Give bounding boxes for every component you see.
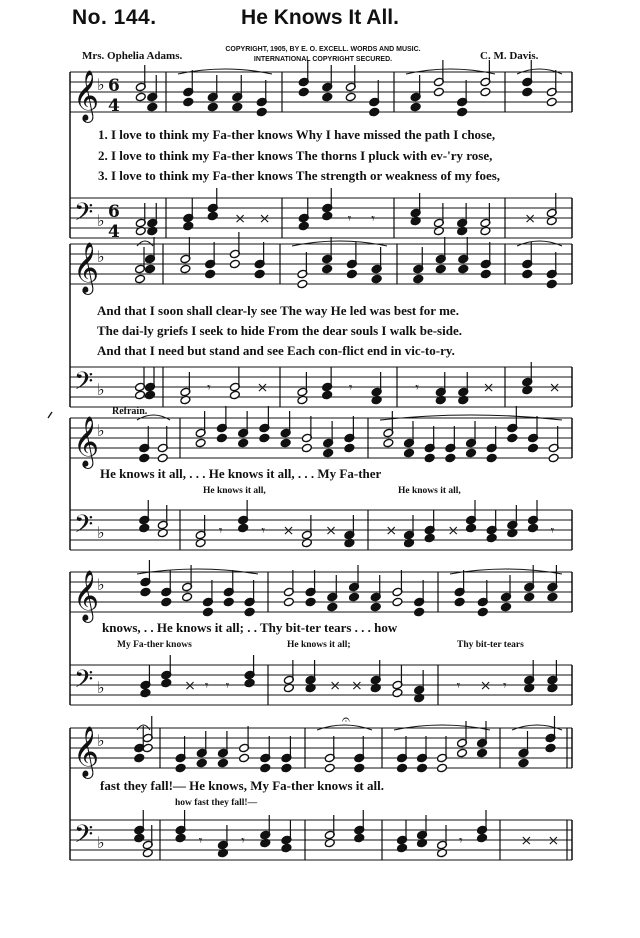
system-1-bass-rest-icon: × bbox=[524, 211, 536, 227]
system-5-treble-fermata-icon: 𝄐 bbox=[342, 712, 350, 728]
system-3-bass-clef-icon: 𝄢 bbox=[74, 510, 94, 545]
system-2-treble-clef-icon: 𝄞 bbox=[73, 242, 100, 293]
system-5-bass-notehead bbox=[175, 833, 186, 843]
system-3-treble-notehead bbox=[280, 438, 291, 448]
system-3-bass-rest-icon: 𝄾 bbox=[550, 523, 555, 539]
system-1-bass-notehead bbox=[183, 221, 194, 231]
system-3-treble-notehead bbox=[466, 448, 477, 458]
system-3-treble-notehead bbox=[259, 433, 270, 443]
refrain-line-2-echo-b: He knows it all; bbox=[287, 640, 351, 650]
verse-3-line-2: And that I need but stand and see Each con-flict end in vic-to-ry. bbox=[97, 343, 455, 358]
refrain-line-3: fast they fall!— He knows, My Fa-ther knows it all. bbox=[100, 778, 384, 793]
verse-1-line-1: 1. I love to think my Fa-ther knows Why I have missed the path I chose, bbox=[98, 127, 496, 142]
system-1-treble-notehead bbox=[135, 92, 146, 102]
system-1-treble-notehead bbox=[256, 107, 267, 117]
system-1-treble-notehead bbox=[369, 107, 380, 117]
system-4-bass-key-flat-icon: ♭ bbox=[97, 678, 105, 697]
system-4-treble-notehead bbox=[349, 592, 360, 602]
system-1-treble-notehead bbox=[183, 97, 194, 107]
system-4-bass-rest-icon: × bbox=[184, 678, 196, 694]
system-3-bass-rest-icon: × bbox=[282, 523, 295, 539]
system-3-treble-notehead bbox=[424, 453, 435, 463]
margin-mark bbox=[48, 412, 52, 418]
system-5-treble-notehead bbox=[217, 758, 228, 768]
system-2-bass-rest-icon: × bbox=[548, 380, 561, 396]
system-3-bass-notehead bbox=[486, 533, 497, 543]
system-4-bass-rest-icon: 𝄾 bbox=[204, 678, 209, 694]
system-1-bass-clef-icon: 𝄢 bbox=[74, 198, 94, 233]
system-3-treble-notehead bbox=[445, 453, 456, 463]
system-5-bass-rest-icon: × bbox=[520, 833, 533, 849]
system-4-bass-notehead bbox=[244, 678, 255, 688]
system-3-bass-notehead bbox=[238, 523, 249, 533]
system-3-bass-rest-icon: × bbox=[385, 523, 398, 539]
system-1-treble-key-flat-icon: ♭ bbox=[97, 75, 105, 94]
system-1-bass-rest-icon: × bbox=[258, 211, 271, 227]
system-5-treble-notehead bbox=[134, 753, 145, 763]
system-5-treble-notehead bbox=[437, 763, 448, 773]
system-2-treble-notehead bbox=[435, 264, 446, 274]
system-3-bass-notehead bbox=[139, 523, 150, 533]
system-3-treble-notehead bbox=[157, 453, 168, 463]
system-4-treble-notehead bbox=[305, 597, 316, 607]
system-1-treble-notehead bbox=[546, 97, 557, 107]
system-1-treble-notehead bbox=[232, 102, 243, 112]
system-3-treble-notehead bbox=[548, 453, 559, 463]
system-4-treble-notehead bbox=[414, 607, 425, 617]
system-1-treble-notehead bbox=[345, 92, 356, 102]
system-4-treble-notehead bbox=[524, 592, 535, 602]
refrain-line-1-echo-a: He knows it all, bbox=[203, 486, 266, 496]
system-4-bass-notehead bbox=[392, 688, 403, 698]
system-5-treble-notehead bbox=[281, 763, 292, 773]
system-5-treble-notehead bbox=[260, 763, 271, 773]
hymn-title: He Knows It All. bbox=[241, 6, 399, 29]
system-1-treble-notehead bbox=[433, 87, 444, 97]
system-1-bass-time-sig-top: 6 bbox=[108, 202, 120, 222]
refrain-line-2: knows, . . He knows it all; . . Thy bit-ter tears . . . how bbox=[102, 620, 398, 635]
system-5-bass-notehead bbox=[134, 833, 145, 843]
system-5-treble-notehead bbox=[477, 748, 488, 758]
system-4-bass-rest-icon: 𝄾 bbox=[456, 678, 461, 694]
hymn-number: No. 144. bbox=[72, 6, 157, 29]
verse-3-line-1: 3. I love to think my Fa-ther knows The strength or weakness of my foes, bbox=[98, 168, 501, 183]
system-2-bass-rest-icon: 𝄾 bbox=[415, 380, 419, 396]
system-1-treble-notehead bbox=[410, 102, 421, 112]
system-2-treble-notehead bbox=[546, 279, 557, 289]
system-3-treble-notehead bbox=[216, 433, 227, 443]
system-4-treble-notehead bbox=[283, 597, 294, 607]
system-4-bass-rest-icon: × bbox=[351, 678, 363, 694]
system-3-treble-notehead bbox=[344, 443, 355, 453]
verse-1-line-2: And that I soon shall clear-ly see The way He led was best for me. bbox=[97, 303, 459, 318]
system-4-treble-notehead bbox=[454, 597, 465, 607]
system-4-bass-clef-icon: 𝄢 bbox=[74, 665, 94, 700]
system-4-treble-notehead bbox=[182, 592, 193, 602]
system-2-treble-notehead bbox=[205, 269, 216, 279]
system-3-treble-notehead bbox=[238, 438, 249, 448]
system-2-treble-notehead bbox=[135, 274, 146, 284]
system-2-treble-notehead bbox=[480, 269, 491, 279]
system-2-bass-notehead bbox=[322, 390, 333, 400]
system-1-treble-time-sig-bottom: 4 bbox=[108, 96, 120, 116]
lyricist-credit: Mrs. Ophelia Adams. bbox=[82, 50, 183, 62]
system-4-bass-rest-icon: 𝄾 bbox=[225, 678, 230, 694]
system-3-treble-notehead bbox=[323, 448, 334, 458]
system-1-treble-notehead bbox=[457, 107, 468, 117]
system-5-bass-key-flat-icon: ♭ bbox=[97, 833, 105, 852]
system-1-treble-notehead bbox=[207, 102, 218, 112]
copyright-line-2: INTERNATIONAL COPYRIGHT SECURED. bbox=[253, 56, 393, 63]
system-5-treble-notehead bbox=[354, 763, 365, 773]
system-5-bass-notehead bbox=[354, 833, 365, 843]
system-1-bass-time-sig-bottom: 4 bbox=[108, 222, 120, 242]
system-4-bass-rest-icon: × bbox=[479, 678, 492, 694]
system-5-treble-notehead bbox=[518, 758, 529, 768]
system-4-bass-rest-icon: × bbox=[329, 678, 342, 694]
system-4-treble-notehead bbox=[223, 597, 234, 607]
system-5-treble-notehead bbox=[142, 743, 153, 753]
system-3-bass-rest-icon: × bbox=[447, 523, 460, 539]
system-5-bass-rest-icon: × bbox=[547, 833, 560, 849]
refrain-line-3-echo: how fast they fall!— bbox=[175, 798, 258, 808]
system-3-bass-rest-icon: 𝄾 bbox=[261, 523, 266, 539]
verse-2-line-1: 2. I love to think my Fa-ther knows The thorns I pluck with ev-'ry rose, bbox=[98, 148, 493, 163]
system-5-treble-key-flat-icon: ♭ bbox=[97, 731, 105, 750]
system-5-treble-notehead bbox=[196, 758, 207, 768]
system-5-bass-rest-icon: 𝄾 bbox=[198, 833, 203, 849]
system-4-treble-notehead bbox=[202, 607, 213, 617]
system-5-bass-notehead bbox=[281, 843, 292, 853]
system-2-bass-clef-icon: 𝄢 bbox=[74, 367, 94, 402]
system-2-bass-key-flat-icon: ♭ bbox=[97, 380, 105, 399]
system-2-treble-notehead bbox=[522, 269, 533, 279]
system-4-treble-notehead bbox=[327, 602, 338, 612]
system-3-bass-notehead bbox=[424, 533, 435, 543]
system-4-treble-notehead bbox=[392, 597, 403, 607]
system-4-bass-notehead bbox=[161, 678, 172, 688]
system-5-treble-notehead bbox=[545, 743, 556, 753]
system-4-treble-notehead bbox=[501, 602, 512, 612]
system-2-bass-rest-icon: × bbox=[482, 380, 495, 396]
system-3-treble-notehead bbox=[528, 443, 539, 453]
system-1-treble-notehead bbox=[322, 92, 333, 102]
system-3-treble-clef-icon: 𝄞 bbox=[73, 416, 100, 467]
composer-credit: C. M. Davis. bbox=[480, 50, 539, 62]
system-2-treble-notehead bbox=[458, 264, 469, 274]
system-1-treble-time-sig-top: 6 bbox=[108, 76, 120, 96]
system-3-bass-rest-icon: 𝄾 bbox=[218, 523, 223, 539]
system-2-bass-notehead bbox=[135, 390, 146, 400]
system-4-treble-notehead bbox=[547, 592, 558, 602]
refrain-line-1: He knows it all, . . . He knows it all, . . . My Fa-ther bbox=[100, 466, 382, 481]
system-3-treble-notehead bbox=[139, 453, 150, 463]
system-1-bass-notehead bbox=[207, 211, 218, 221]
system-2-treble-notehead bbox=[371, 274, 382, 284]
system-1-treble-notehead bbox=[298, 87, 309, 97]
system-2-treble-notehead bbox=[145, 264, 156, 274]
system-2-bass-rest-icon: 𝄾 bbox=[207, 380, 211, 396]
system-3-treble-notehead bbox=[195, 438, 206, 448]
system-2-bass-notehead bbox=[229, 390, 240, 400]
system-5-treble-notehead bbox=[324, 763, 335, 773]
refrain-line-2-echo-c: Thy bit-ter tears bbox=[457, 640, 524, 650]
system-4-bass-rest-icon: 𝄾 bbox=[503, 678, 507, 694]
system-3-bass-rest-icon: × bbox=[325, 523, 337, 539]
system-5-treble-notehead bbox=[239, 753, 250, 763]
system-4-treble-key-flat-icon: ♭ bbox=[97, 575, 105, 594]
system-3-bass-notehead bbox=[466, 523, 477, 533]
copyright-line-1: COPYRIGHT, 1905, BY E. O. EXCELL. WORDS AND MUSIC. bbox=[225, 46, 421, 53]
system-1-bass-notehead bbox=[298, 221, 309, 231]
system-2-treble-notehead bbox=[322, 264, 333, 274]
system-4-treble-notehead bbox=[370, 602, 381, 612]
system-3-bass-key-flat-icon: ♭ bbox=[97, 523, 105, 542]
system-2-treble-notehead bbox=[254, 269, 265, 279]
system-1-treble-clef-icon: 𝄞 bbox=[73, 70, 100, 121]
system-3-bass-notehead bbox=[528, 523, 539, 533]
system-5-treble-clef-icon: 𝄞 bbox=[73, 726, 100, 777]
system-5-bass-rest-icon: 𝄾 bbox=[459, 833, 463, 849]
system-2-bass-notehead bbox=[145, 390, 156, 400]
system-3-treble-notehead bbox=[486, 453, 497, 463]
refrain-line-1-echo-b: He knows it all, bbox=[398, 486, 461, 496]
system-1-treble-notehead bbox=[480, 87, 491, 97]
system-4-treble-notehead bbox=[477, 607, 488, 617]
system-5-bass-rest-icon: 𝄾 bbox=[241, 833, 245, 849]
system-3-treble-notehead bbox=[507, 433, 518, 443]
verse-2-line-2: The dai-ly griefs I seek to hide From the dear souls I walk be-side. bbox=[97, 323, 462, 338]
system-5-bass-notehead bbox=[397, 843, 408, 853]
system-2-treble-key-flat-icon: ♭ bbox=[97, 247, 105, 266]
system-4-treble-notehead bbox=[161, 597, 172, 607]
system-2-treble-notehead bbox=[413, 274, 424, 284]
refrain-label: Refrain. bbox=[112, 406, 148, 417]
system-2-treble-notehead bbox=[229, 259, 240, 269]
system-1-bass-key-flat-icon: ♭ bbox=[97, 211, 105, 230]
system-1-bass-rest-icon: 𝄾 bbox=[347, 211, 352, 227]
system-1-bass-rest-icon: × bbox=[234, 211, 246, 227]
system-4-treble-clef-icon: 𝄞 bbox=[73, 570, 100, 621]
system-5-treble-notehead bbox=[397, 763, 408, 773]
system-5-bass-clef-icon: 𝄢 bbox=[74, 820, 94, 855]
system-2-bass-rest-icon: 𝄾 bbox=[348, 380, 353, 396]
system-4-bass-notehead bbox=[140, 688, 151, 698]
system-1-bass-notehead bbox=[322, 211, 333, 221]
system-2-treble-notehead bbox=[297, 279, 308, 289]
system-3-treble-notehead bbox=[383, 438, 394, 448]
system-2-bass-rest-icon: × bbox=[256, 380, 269, 396]
system-1-treble-notehead bbox=[522, 87, 533, 97]
system-3-treble-notehead bbox=[404, 448, 415, 458]
system-1-bass-rest-icon: 𝄾 bbox=[371, 211, 375, 227]
system-3-treble-key-flat-icon: ♭ bbox=[97, 421, 105, 440]
system-1-treble-notehead bbox=[147, 102, 158, 112]
system-2-treble-notehead bbox=[346, 269, 357, 279]
system-4-treble-notehead bbox=[140, 587, 151, 597]
system-5-bass-notehead bbox=[477, 833, 488, 843]
system-5-treble-notehead bbox=[175, 763, 186, 773]
system-5-treble-notehead bbox=[457, 748, 468, 758]
system-3-treble-notehead bbox=[301, 443, 312, 453]
refrain-line-2-echo-a: My Fa-ther knows bbox=[117, 640, 192, 650]
system-2-treble-notehead bbox=[180, 264, 191, 274]
system-5-treble-notehead bbox=[417, 763, 428, 773]
system-4-treble-notehead bbox=[244, 607, 255, 617]
